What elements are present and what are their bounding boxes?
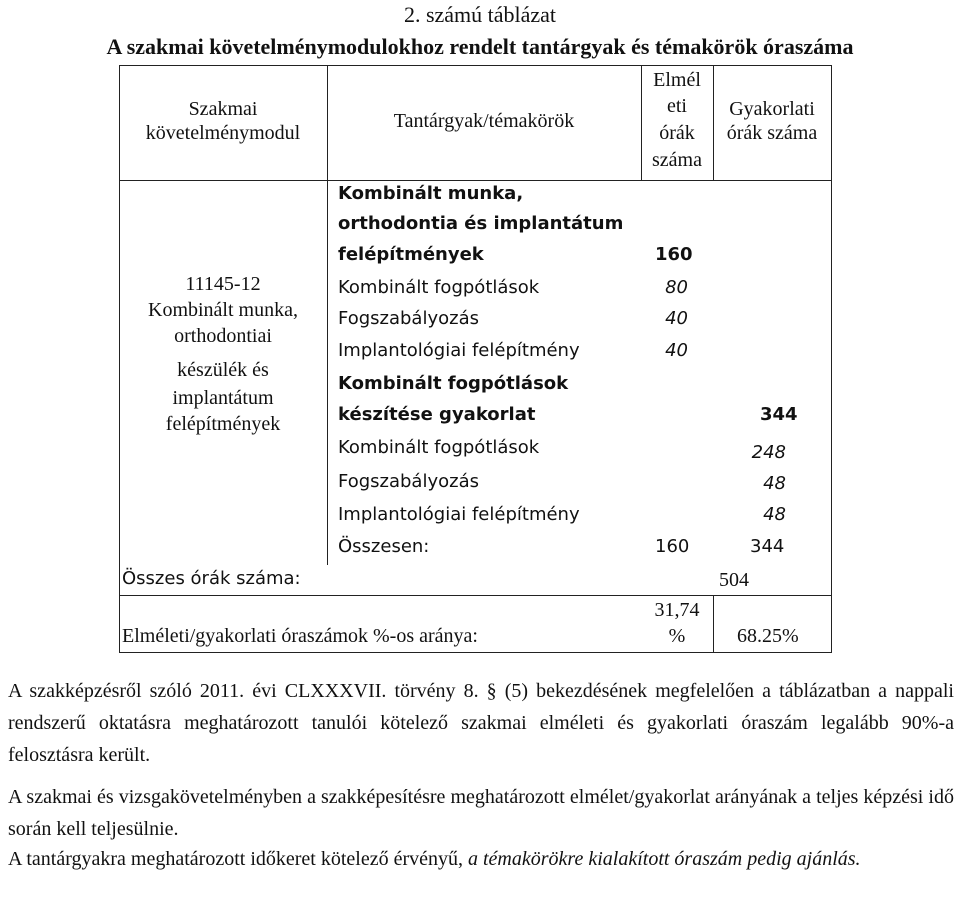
practice-topic-name: Kombinált fogpótlások	[338, 437, 540, 458]
total-practice: 344	[750, 536, 785, 557]
note-text: A tantárgyakra meghatározott időkeret kötelező érvényű,	[8, 848, 468, 870]
practice-topic-hours: 48	[763, 504, 786, 525]
practice-subject-hours: 344	[760, 404, 798, 425]
module-name-line: orthodontiai	[174, 325, 272, 347]
table-title: A szakmai követelménymodulokhoz rendelt tantárgyak és témakörök óraszáma	[106, 34, 854, 59]
header-theory-line: száma	[652, 149, 702, 171]
practice-subject-line: Kombinált fogpótlások	[338, 373, 569, 394]
ratio-theory: %	[668, 625, 686, 647]
practice-topic-hours: 248	[751, 442, 786, 463]
header-theory-line: eti	[667, 95, 687, 117]
theory-subject-line: orthodontia és implantátum	[338, 213, 624, 234]
total-label: Összesen:	[338, 536, 430, 557]
module-name-line: Kombinált munka,	[148, 299, 298, 321]
header-practice-line: órák száma	[726, 122, 818, 144]
note-paragraph	[8, 843, 954, 875]
ratio-theory: 31,74	[654, 599, 700, 621]
ratio-label: Elméleti/gyakorlati óraszámok %-os aránya:	[122, 625, 478, 647]
theory-topic-hours: 40	[665, 308, 688, 329]
all-hours-label: Összes órák száma:	[122, 568, 301, 589]
header-theory-line: Elmél	[653, 69, 701, 91]
header-practice-line: Gyakorlati	[729, 98, 815, 120]
header-theory-line: órák	[659, 122, 695, 144]
theory-topic-name: Implantológiai felépítmény	[338, 340, 580, 361]
module-name-line: implantátum	[172, 387, 274, 409]
module-code: 11145-12	[185, 273, 261, 295]
module-name-line: készülék és	[177, 359, 269, 381]
theory-topic-hours: 80	[665, 277, 688, 298]
header-module-line: követelménymodul	[145, 122, 301, 144]
module-name-line: felépítmények	[165, 413, 281, 435]
practice-topic-name: Implantológiai felépítmény	[338, 504, 580, 525]
ratio-practice: 68.25%	[737, 625, 799, 647]
theory-subject-line: felépítmények	[338, 244, 484, 265]
practice-topic-name: Fogszabályozás	[338, 471, 479, 492]
practice-topic-hours: 48	[763, 473, 786, 494]
theory-topic-name: Kombinált fogpótlások	[338, 277, 540, 298]
table-caption: 2. számú táblázat	[403, 2, 557, 27]
theory-subject-line: Kombinált munka,	[338, 183, 524, 204]
note-paragraph: A szakképzésről szóló 2011. évi CLXXXVII. törvény 8. § (5) bekezdésének megfelelően a táblázatban a nappali rendszerű oktatásra meghatározott tanulói kötelező szakmai elméleti és gyakorlati óraszám legalább 90%-a felosztásra került.	[8, 680, 954, 766]
header-module-line: Szakmai	[188, 98, 258, 120]
all-hours-value: 504	[719, 569, 749, 591]
practice-subject-line: készítése gyakorlat	[338, 404, 536, 425]
note-text-italic: a témakörökre kialakított óraszám pedig ajánlás.	[468, 848, 861, 870]
theory-topic-hours: 40	[665, 340, 688, 361]
theory-subject-hours: 160	[655, 244, 693, 265]
header-subjects: Tantárgyak/témakörök	[393, 110, 575, 132]
total-theory: 160	[655, 536, 690, 557]
note-paragraph: A szakmai és vizsgakövetelményben a szakképesítésre meghatározott elmélet/gyakorlat arányának a teljes képzési idő során kell teljesülnie.	[8, 786, 954, 840]
theory-topic-name: Fogszabályozás	[338, 308, 479, 329]
